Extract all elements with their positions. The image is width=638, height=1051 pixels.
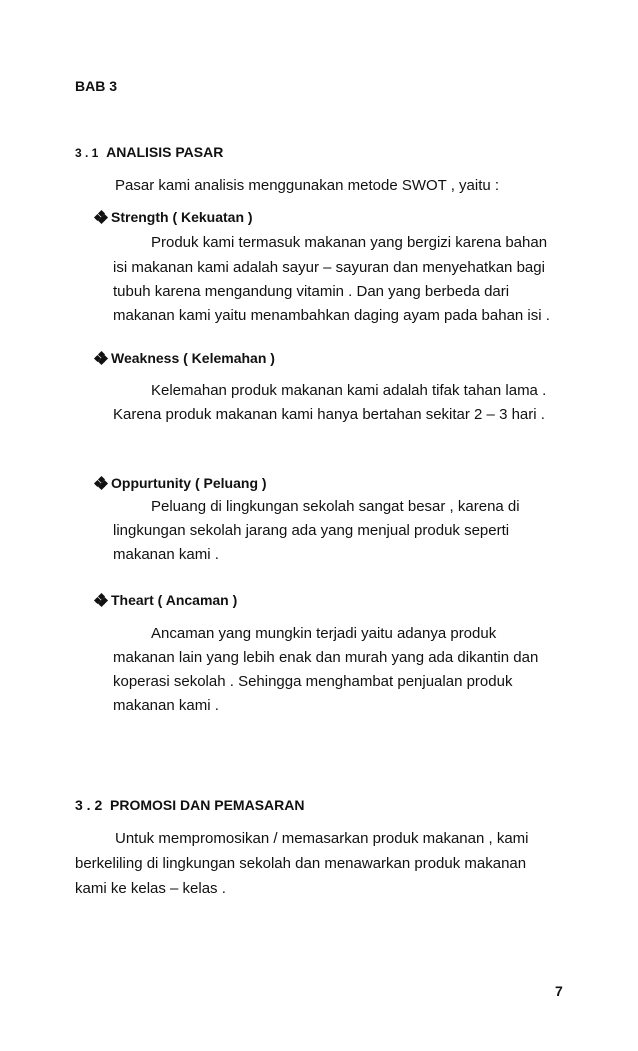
strength-line: tubuh karena mengandung vitamin . Dan yang berbeda dari <box>113 283 510 300</box>
section-1-number: 3 . 1 <box>75 146 99 160</box>
strength-bullet <box>95 209 253 225</box>
strength-line: makanan kami yaitu menambahkan daging ayam pada bahan isi . <box>113 307 550 324</box>
opportunity-line: Peluang di lingkungan sekolah sangat besar , karena di <box>151 498 520 515</box>
weakness-bullet <box>95 350 275 366</box>
weakness-line: Karena produk makanan kami hanya bertahan sekitar 2 – 3 hari . <box>113 406 545 423</box>
section-2-number: 3 . 2 <box>75 797 103 813</box>
section-1-intro: Pasar kami analisis menggunakan metode SWOT , yaitu : <box>115 177 500 194</box>
diamond-bullet-icon <box>95 352 107 364</box>
section-2-title: PROMOSI DAN PEMASARAN <box>110 797 305 813</box>
opportunity-title: Oppurtunity ( Peluang ) <box>111 475 267 491</box>
section-1-title: ANALISIS PASAR <box>106 144 224 160</box>
strength-line: Produk kami termasuk makanan yang bergizi karena bahan <box>151 234 548 251</box>
threat-line: koperasi sekolah . Sehingga menghambat penjualan produk <box>113 673 513 690</box>
threat-line: Ancaman yang mungkin terjadi yaitu adanya produk <box>151 625 497 642</box>
section-1-heading <box>75 144 223 160</box>
diamond-bullet-icon <box>95 594 107 606</box>
section-2-line: Untuk mempromosikan / memasarkan produk makanan , kami <box>115 830 529 847</box>
threat-line: makanan kami . <box>113 697 219 714</box>
threat-bullet <box>95 592 237 608</box>
diamond-bullet-icon <box>95 477 107 489</box>
threat-line: makanan lain yang lebih enak dan murah yang ada dikantin dan <box>113 649 539 666</box>
diamond-bullet-icon <box>95 211 107 223</box>
opportunity-bullet <box>95 475 267 491</box>
section-2-line: berkeliling di lingkungan sekolah dan menawarkan produk makanan <box>75 855 527 872</box>
chapter-heading: BAB 3 <box>75 78 118 94</box>
strength-title: Strength ( Kekuatan ) <box>111 209 253 225</box>
weakness-line: Kelemahan produk makanan kami adalah tifak tahan lama . <box>151 382 547 399</box>
opportunity-line: makanan kami . <box>113 546 219 563</box>
threat-title: Theart ( Ancaman ) <box>111 592 238 608</box>
page-number: 7 <box>555 983 563 999</box>
section-2-line: kami ke kelas – kelas . <box>75 880 226 897</box>
section-2-heading <box>75 797 305 813</box>
strength-line: isi makanan kami adalah sayur – sayuran dan menyehatkan bagi <box>113 259 545 276</box>
opportunity-line: lingkungan sekolah jarang ada yang menjual produk seperti <box>113 522 510 539</box>
weakness-title: Weakness ( Kelemahan ) <box>111 350 275 366</box>
